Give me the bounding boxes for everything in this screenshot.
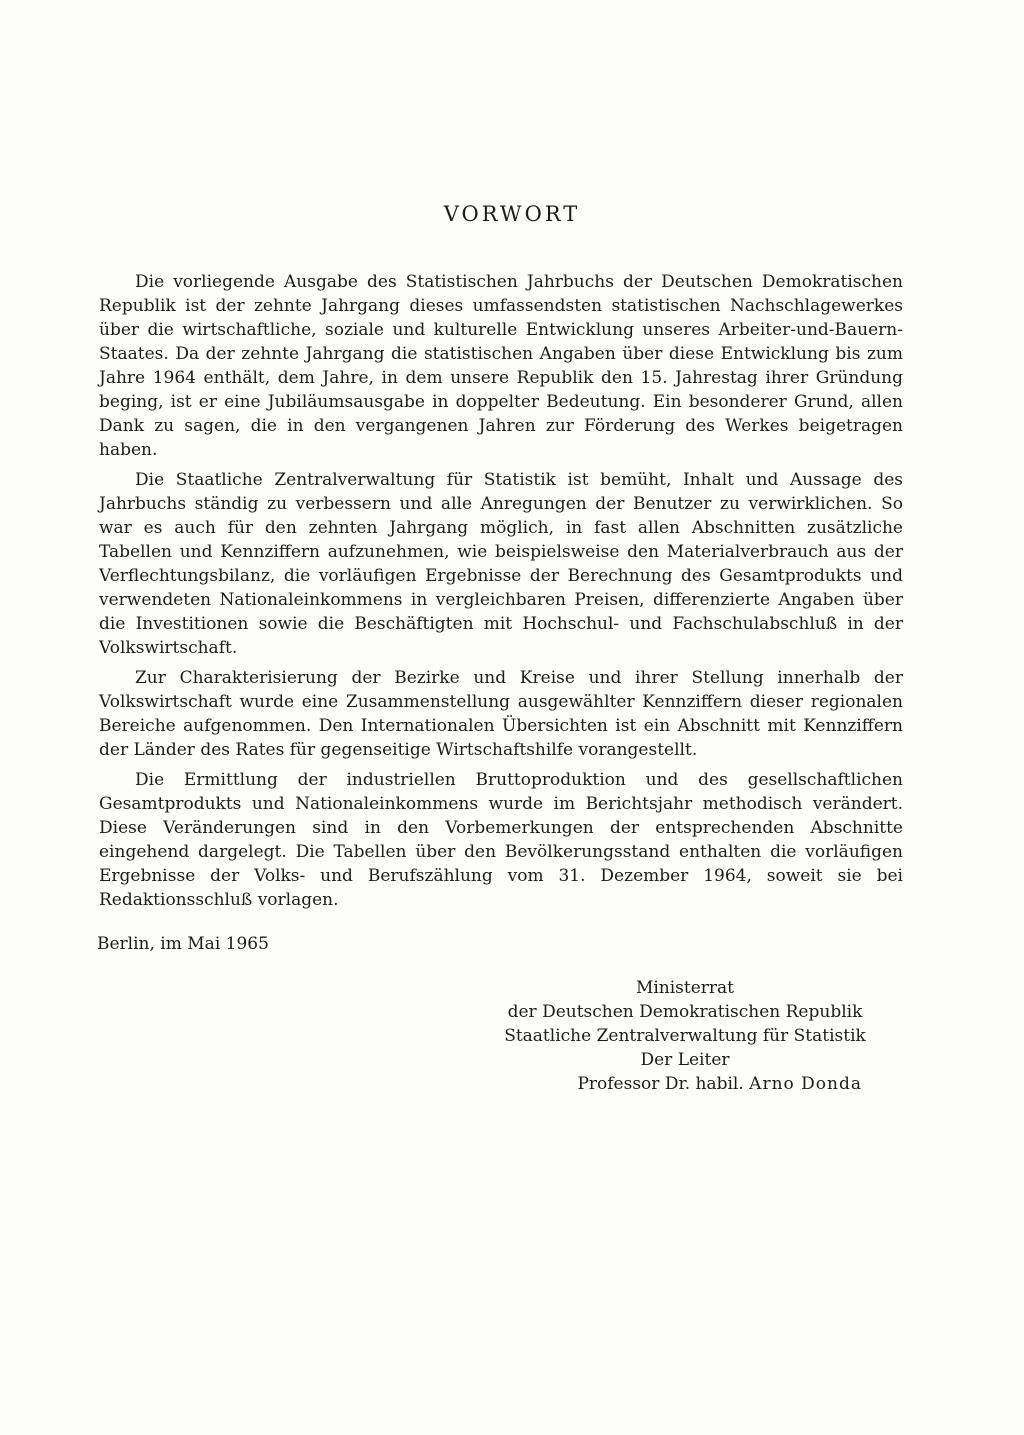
paragraph-2: Die Staatliche Zentralverwaltung für Statistik ist bemüht, Inhalt und Aussage des Jahrbuchs ständig zu verbessern und alle Anregungen der Benutzer zu verwirklichen. So war es auch für den zehnten Jahrgang möglich, in fast allen Abschnitten zusätzliche Tabellen und Kennziffern aufzunehmen, wie beispielsweise den Materialverbrauch aus der Verflechtungsbilanz, die vorläufigen Ergebnisse der Berechnung des Gesamtprodukts und verwendeten Nationaleinkommens in vergleichbaren Preisen, differenzierte Angaben über die Investitionen sowie die Beschäftigten mit Hochschul- und Fachschulabschluß in der Volkswirtschaft. [99, 470, 903, 658]
page-title: VORWORT [443, 202, 581, 226]
signature-organization: Ministerrat [635, 978, 735, 998]
signature-role: Der Leiter [640, 1050, 730, 1070]
signature-title: Professor Dr. habil. [577, 1074, 744, 1094]
signature-department: Staatliche Zentralverwaltung für Statistik [504, 1026, 866, 1046]
foreword-body [99, 270, 903, 918]
signature-organization-line2: der Deutschen Demokratischen Republik [507, 1002, 863, 1022]
paragraph-3: Zur Charakterisierung der Bezirke und Kreise und ihrer Stellung innerhalb der Volkswirtschaft wurde eine Zusammenstellung ausgewählter Kennziffern dieser regionalen Bereiche aufgenommen. Den Internationalen Übersichten ist ein Abschnitt mit Kennziffern der Länder des Rates für gegenseitige Wirtschaftshilfe vorangestellt. [99, 668, 903, 760]
paragraph-4: Die Ermittlung der industriellen Bruttoproduktion und des gesellschaftlichen Gesamtprodukts und Nationaleinkommens wurde im Berichtsjahr methodisch verändert. Diese Veränderungen sind in den Vorbemerkungen der entsprechenden Abschnitte eingehend dargelegt. Die Tabellen über den Bevölkerungsstand enthalten die vorläufigen Ergebnisse der Volks- und Berufszählung vom 31. Dezember 1964, soweit sie bei Redaktionsschluß vorlagen. [99, 770, 903, 910]
signature-block [470, 976, 900, 1096]
paragraph-1: Die vorliegende Ausgabe des Statistischen Jahrbuchs der Deutschen Demokratischen Republik ist der zehnte Jahrgang dieses umfassendsten statistischen Nachschlagewerkes über die wirtschaftliche, soziale und kulturelle Entwicklung unseres Arbeiter-und-Bauern-Staates. Da der zehnte Jahrgang die statistischen Angaben über diese Entwicklung bis zum Jahre 1964 enthält, dem Jahre, in dem unsere Republik den 15. Jahrestag ihrer Gründung beging, ist er eine Jubiläumsausgabe in doppelter Bedeutung. Ein besonderer Grund, allen Dank zu sagen, die in den vergangenen Jahren zur Förderung des Werkes beigetragen haben. [99, 272, 903, 460]
signature-name-line [470, 1072, 900, 1096]
place-date: Berlin, im Mai 1965 [97, 934, 269, 954]
signature-name: Arno Donda [749, 1074, 862, 1094]
